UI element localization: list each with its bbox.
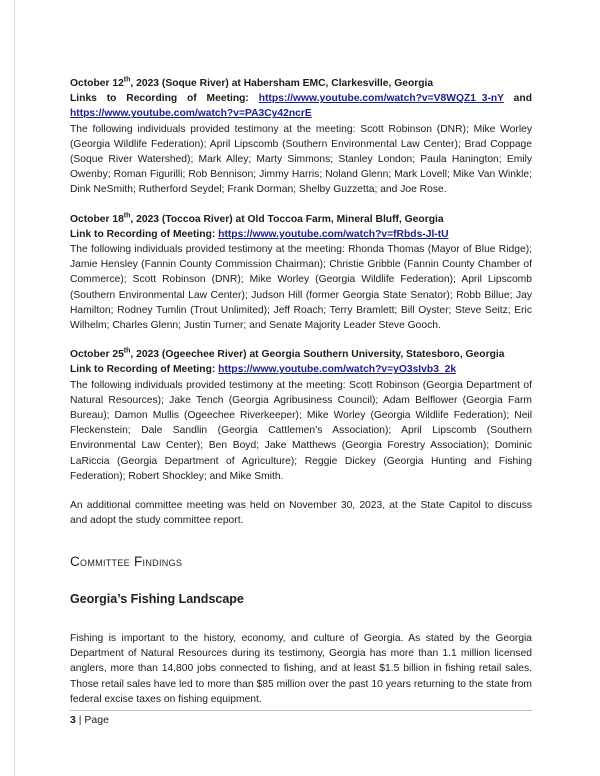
meeting-links <box>70 227 532 242</box>
date-ordinal: th <box>123 76 131 84</box>
meeting-heading <box>70 76 532 91</box>
page-number: 3 <box>70 714 76 726</box>
date-ordinal: th <box>123 347 131 355</box>
meeting-heading <box>70 212 532 227</box>
meeting-date: October 18 <box>70 213 124 225</box>
meeting-location: , 2023 (Toccoa River) at Old Toccoa Farm, Mineral Bluff, Georgia <box>130 213 444 225</box>
sub-heading: Georgia’s Fishing Landscape <box>70 591 244 606</box>
recording-link-2[interactable]: https://www.youtube.com/watch?v=PA3Cy42ncrE <box>70 108 312 120</box>
meeting-date: October 12 <box>70 78 124 89</box>
recording-link-1[interactable]: https://www.youtube.com/watch?v=fRbds-Jl-tU <box>218 228 449 240</box>
meeting-location: , 2023 (Soque River) at Habersham EMC, Clarkesville, Georgia <box>130 78 434 89</box>
scan-edge <box>14 0 15 776</box>
page-content <box>70 76 532 707</box>
section-heading: Committee Findings <box>70 554 183 570</box>
recording-link-1[interactable]: https://www.youtube.com/watch?v=V8WQZ1_3-nY <box>258 93 504 105</box>
links-label: Links to Recording of Meeting: <box>70 93 259 105</box>
meeting-block <box>70 212 532 334</box>
meeting-location: , 2023 (Ogeechee River) at Georgia Southern University, Statesboro, Georgia <box>130 349 505 361</box>
testimony-text: The following individuals provided testimony at the meeting: Rhonda Thomas (Mayor of Blue Ridge); Jamie Hensley (Fannin County Commission Chairman); Christie Gribble (Fannin County Chamber of Commerce); Scott Robinson (DNR); Mike Worley (Georgia Wildlife Federation); April Lipscomb (Southern Environmental Law Center); Judson Hill (former Georgia State Senator); Robb Billue; Jay Hamilton; Rodney Tumlin (Trout Unlimited); Jeff Roach; Terry Bramlett; Bill Oyster; Steve Seitz; Eric Wilhelm; Charles Glenn; Justin Turner; and Senate Majority Leader Steve Gooch. <box>70 244 532 332</box>
links-joiner: and <box>503 93 532 105</box>
date-ordinal: th <box>123 212 131 220</box>
meeting-heading <box>70 347 532 362</box>
meeting-links <box>70 91 532 121</box>
meeting-block <box>70 76 532 198</box>
links-label: Link to Recording of Meeting: <box>70 228 219 240</box>
meeting-date: October 25 <box>70 349 124 361</box>
page-footer <box>70 710 532 726</box>
closing-paragraph: An additional committee meeting was held on November 30, 2023, at the State Capitol to discuss and adopt the study committee report. <box>70 500 532 527</box>
testimony-text: The following individuals provided testimony at the meeting: Scott Robinson (Georgia Department of Natural Resources); Jake Tench (Georgia Agribusiness Council); Adam Belflower (Georgia Farm Bureau); Damon Mullis (Ogeechee Riverkeeper); Mike Worley (Georgia Wildlife Federation); Neil Fleckenstein; Dale Sandlin (Georgia Cattlemen’s Association); April Lipscomb (Southern Environmental Law Center); Ben Boyd; Jake Matthews (Georgia Forestry Association); Dominic LaRiccia (Georgia Department of Agriculture); Reggie Dickey (Georgia Hunting and Fishing Federation); Robert Shockley; and Mike Smith. <box>70 379 532 482</box>
testimony-text: The following individuals provided testimony at the meeting: Scott Robinson (DNR); Mike Worley (Georgia Wildlife Federation); April Lipscomb (Southern Environmental Law Center); Brad Coppage (Soque River Watershed); Mark Alley; Marty Simmons; Stanley London; Paula Hanington; Emily Owenby; Roman Figurilli; Rob Bennison; Jimmy Harris; Noland Glenn; Mark Lovell; Mike Van Winkle; Dink NeSmith; Rutherford Seydel; Frank Dorman; Shelby Guzzetta; and Joe Rose. <box>70 123 532 196</box>
meeting-block <box>70 347 532 484</box>
fishing-paragraph: Fishing is important to the history, economy, and culture of Georgia. As stated by the Georgia Department of Natural Resources during its testimony, Georgia has more than 1.1 million licensed anglers, more than 14,800 jobs connected to fishing, and at least $1.5 billion in fishing retail sales. Those retail sales have led to more than $85 million over the past 10 years returning to the state from federal excise taxes on fishing equipment. <box>70 632 532 705</box>
recording-link-1[interactable]: https://www.youtube.com/watch?v=yO3sIvb3_2k <box>218 364 457 376</box>
meeting-links <box>70 362 532 377</box>
links-label: Link to Recording of Meeting: <box>70 364 219 376</box>
page-label: | Page <box>75 714 109 726</box>
